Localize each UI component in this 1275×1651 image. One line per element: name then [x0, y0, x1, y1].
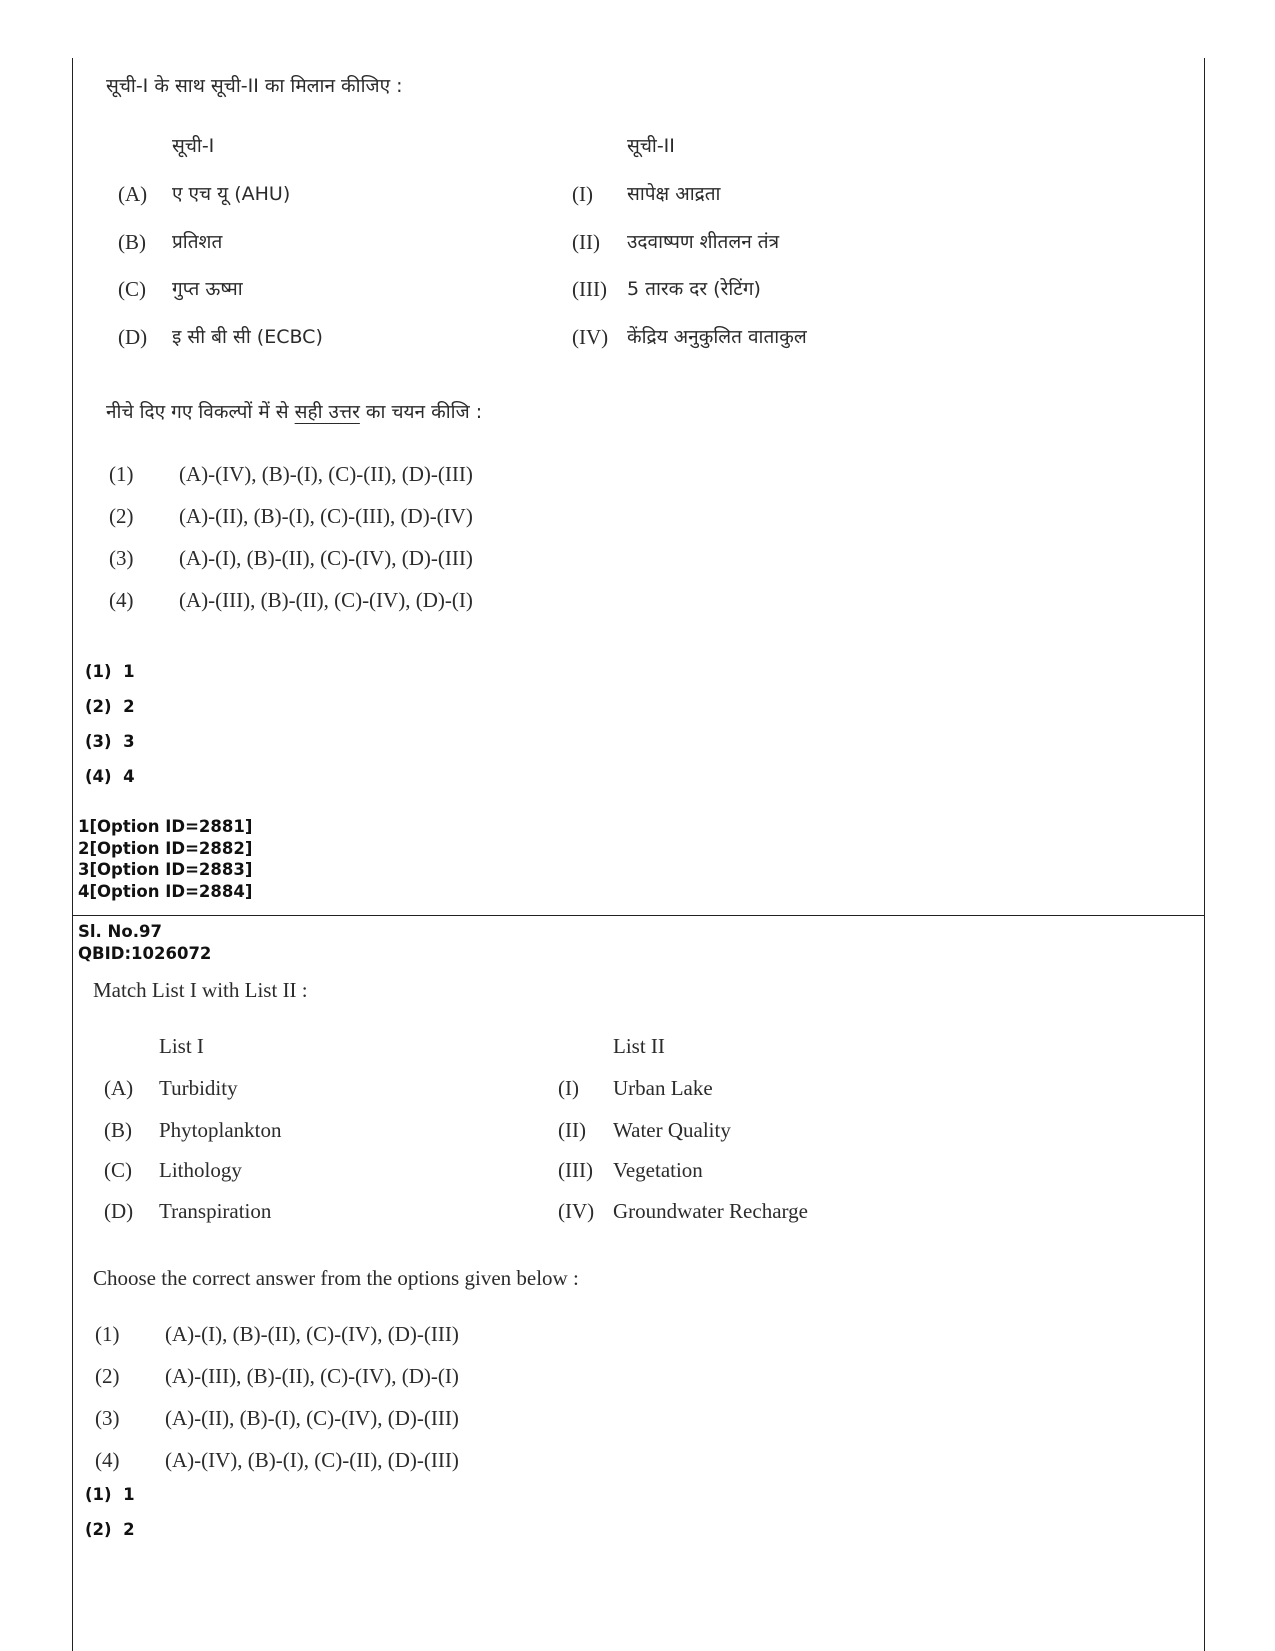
q96-answer-choice[interactable] [85, 662, 135, 681]
q97-list1-label-d: (D) [104, 1199, 134, 1223]
answer-val: 2 [123, 697, 135, 716]
q97-list1-label-c: (C) [104, 1158, 132, 1182]
sl-no: Sl. No.97 [78, 922, 162, 941]
q97-answer-choice[interactable] [85, 1520, 135, 1539]
q96-list1-text-b: प्रतिशत [172, 231, 223, 253]
q96-list1-text-d: इ सी बी सी (ECBC) [172, 326, 323, 348]
answer-val: 1 [123, 1485, 135, 1504]
q96-list2-text-i: सापेक्ष आद्रता [627, 183, 721, 205]
q97-list2-label-iii: (III) [558, 1158, 593, 1182]
q97-option-text: (A)-(I), (B)-(II), (C)-(IV), (D)-(III) [165, 1322, 459, 1346]
option-id: 2[Option ID=2882] [78, 838, 253, 858]
q96-option-num: (4) [109, 588, 134, 612]
q96-option-text: (A)-(III), (B)-(II), (C)-(IV), (D)-(I) [179, 588, 473, 612]
q96-list2-label-iv: (IV) [572, 325, 609, 349]
q96-list2-text-ii: उदवाष्पण शीतलन तंत्र [627, 231, 780, 253]
answer-num: (1) [85, 662, 112, 681]
question-divider [72, 915, 1205, 916]
q97-list1-text-c: Lithology [159, 1158, 242, 1182]
option-id: 1[Option ID=2881] [78, 817, 253, 836]
answer-num: (3) [85, 732, 112, 751]
q96-option-text: (A)-(II), (B)-(I), (C)-(III), (D)-(IV) [179, 504, 473, 528]
q96-list2-label-i: (I) [572, 182, 593, 206]
q97-list2-label-ii: (II) [558, 1118, 586, 1142]
q96-option-num: (1) [109, 462, 134, 486]
q96-option-num: (3) [109, 546, 134, 570]
answer-val: 4 [123, 767, 135, 786]
q97-list1-header: List I [159, 1034, 204, 1058]
q96-list2-text-iv: केंद्रिय अनुकुलित वाताकुल [627, 326, 807, 348]
q96-answer-choice[interactable] [85, 697, 135, 716]
q96-list2-header: सूची-II [627, 135, 675, 157]
q97-list1-text-a: Turbidity [159, 1076, 238, 1100]
qbid: QBID:1026072 [78, 943, 212, 963]
q97-list1-text-d: Transpiration [159, 1199, 272, 1223]
q97-list1-label-b: (B) [104, 1118, 132, 1142]
q96-list1-label-d: (D) [118, 325, 148, 349]
q96-list1-text-c: गुप्त ऊष्मा [172, 278, 243, 300]
answer-num: (2) [85, 697, 112, 716]
answer-num: (2) [85, 1520, 112, 1539]
q97-list2-text-iii: Vegetation [613, 1158, 703, 1182]
q96-answer-choice[interactable] [85, 767, 135, 786]
q97-instruction: Match List I with List II : [93, 978, 308, 1002]
q97-option-num: (3) [95, 1406, 120, 1430]
q97-list2-text-iv: Groundwater Recharge [613, 1199, 808, 1223]
answer-num: (1) [85, 1485, 112, 1504]
q97-header [78, 921, 211, 964]
answer-val: 2 [123, 1520, 135, 1539]
q97-list2-text-i: Urban Lake [613, 1076, 713, 1100]
q97-option-text: (A)-(II), (B)-(I), (C)-(IV), (D)-(III) [165, 1406, 459, 1430]
q96-option-ids [78, 816, 252, 902]
q96-option-text: (A)-(I), (B)-(II), (C)-(IV), (D)-(III) [179, 546, 473, 570]
q97-list2-label-i: (I) [558, 1076, 579, 1100]
option-id: 4[Option ID=2884] [78, 881, 253, 901]
q97-option-num: (1) [95, 1322, 120, 1346]
q96-list2-label-iii: (III) [572, 277, 607, 301]
q96-choose-pre: नीचे दिए गए विकल्पों में से [106, 401, 289, 423]
answer-num: (4) [85, 767, 112, 786]
q97-option-num: (4) [95, 1448, 120, 1472]
q97-option-text: (A)-(III), (B)-(II), (C)-(IV), (D)-(I) [165, 1364, 459, 1388]
answer-val: 3 [123, 732, 135, 751]
q96-list1-label-c: (C) [118, 277, 146, 301]
q96-option-num: (2) [109, 504, 134, 528]
q97-list1-text-b: Phytoplankton [159, 1118, 282, 1142]
q96-option-text: (A)-(IV), (B)-(I), (C)-(II), (D)-(III) [179, 462, 473, 486]
q96-choose-line [106, 398, 482, 424]
q97-option-text: (A)-(IV), (B)-(I), (C)-(II), (D)-(III) [165, 1448, 459, 1472]
q97-option-num: (2) [95, 1364, 120, 1388]
option-id: 3[Option ID=2883] [78, 860, 253, 879]
q97-list1-label-a: (A) [104, 1076, 134, 1100]
q96-list2-text-iii: 5 तारक दर (रेटिंग) [627, 278, 761, 300]
q96-list1-label-b: (B) [118, 230, 146, 254]
q96-list1-header: सूची-I [172, 135, 215, 157]
q97-choose-line: Choose the correct answer from the options given below : [93, 1266, 579, 1290]
q96-choose-underlined: सही उत्तर [294, 401, 360, 423]
q96-list1-text-a: ए एच यू (AHU) [172, 183, 291, 205]
q96-answer-choice[interactable] [85, 732, 135, 751]
q97-answer-choice[interactable] [85, 1485, 135, 1504]
q96-list2-label-ii: (II) [572, 230, 600, 254]
q96-choose-post: का चयन कीजि : [365, 401, 483, 423]
q97-list2-text-ii: Water Quality [613, 1118, 731, 1142]
q96-list1-label-a: (A) [118, 182, 148, 206]
q97-list2-label-iv: (IV) [558, 1199, 595, 1223]
q96-instruction: सूची-I के साथ सूची-II का मिलान कीजिए : [106, 75, 403, 97]
answer-val: 1 [123, 662, 135, 681]
q97-list2-header: List II [613, 1034, 665, 1058]
